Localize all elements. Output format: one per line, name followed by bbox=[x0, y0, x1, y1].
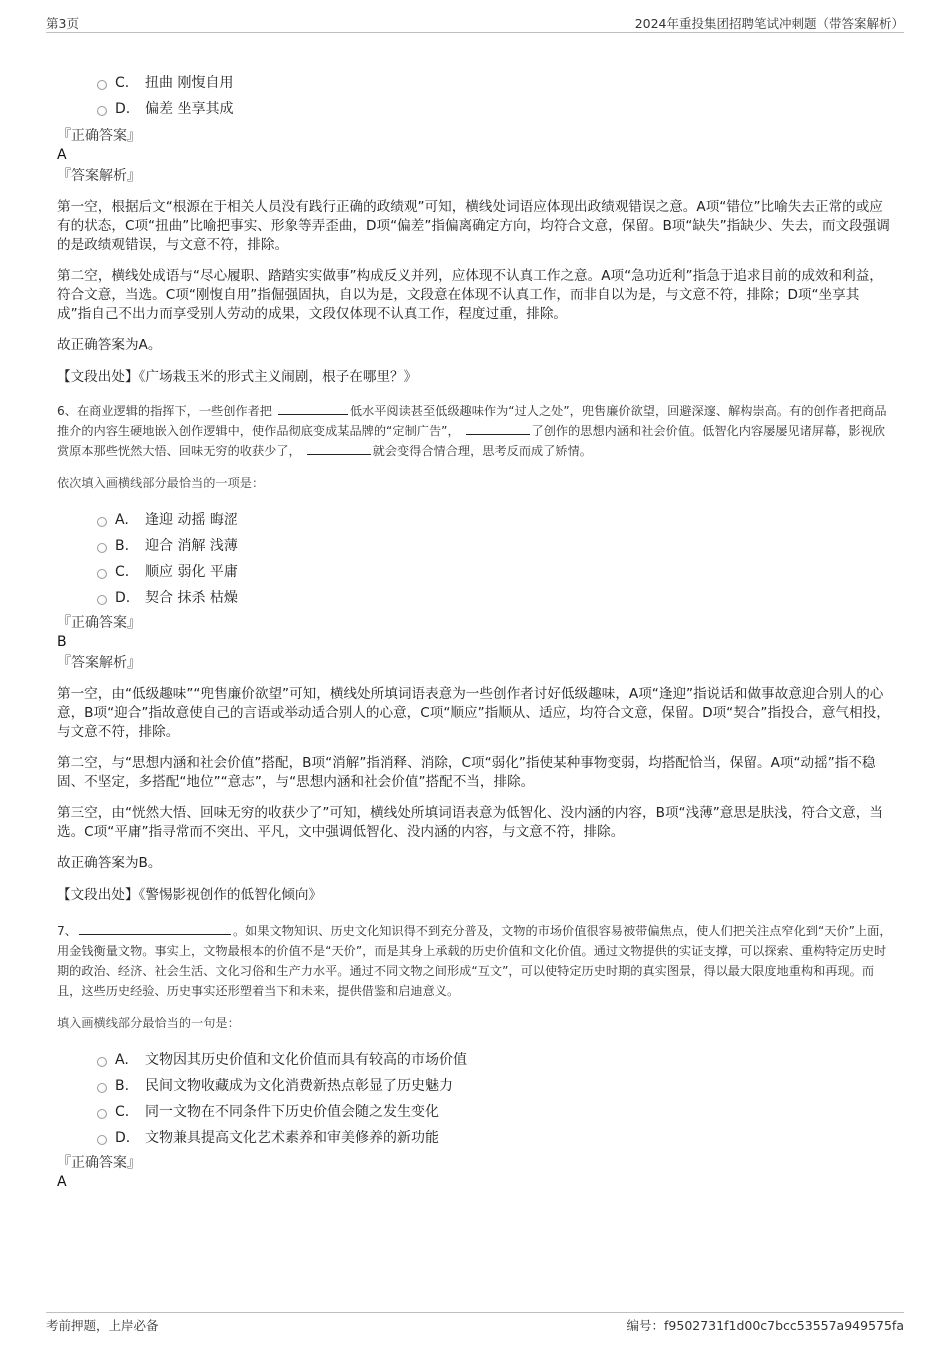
option-letter: C. bbox=[115, 564, 130, 580]
radio-icon[interactable] bbox=[97, 1057, 107, 1067]
option-text: 逢迎 动摇 晦涩 bbox=[145, 512, 238, 528]
document-serial: 编号：f9502731f1d00c7bcc53557a949575fa bbox=[626, 1318, 904, 1333]
option-c[interactable] bbox=[57, 559, 893, 585]
page-footer bbox=[46, 1312, 904, 1335]
question-number: 6、 bbox=[57, 404, 77, 418]
question-stem bbox=[57, 401, 893, 461]
option-d[interactable] bbox=[57, 585, 893, 611]
option-a[interactable] bbox=[57, 1047, 893, 1073]
question-5-tail bbox=[57, 70, 893, 387]
option-c[interactable] bbox=[57, 1099, 893, 1125]
option-b[interactable] bbox=[57, 533, 893, 559]
option-text: 顺应 弱化 平庸 bbox=[145, 564, 238, 580]
option-letter: B. bbox=[115, 1078, 130, 1094]
fill-blank-2 bbox=[466, 422, 530, 435]
radio-icon[interactable] bbox=[97, 106, 107, 116]
option-c[interactable] bbox=[57, 70, 893, 96]
option-letter: A. bbox=[115, 512, 129, 528]
page-header bbox=[46, 12, 904, 33]
option-text: 民间文物收藏成为文化消费新热点彰显了历史魅力 bbox=[145, 1078, 453, 1094]
option-text: 契合 抹杀 枯燥 bbox=[145, 590, 238, 606]
analysis-paragraph: 第一空，根据后文“根源在于相关人员没有践行正确的政绩观”可知，横线处词语应体现出政绩观错误之意。A项“错位”比喻失去正常的或应有的状态，C项“扭曲”比喻把事实、形象等弄歪曲，D项“偏差”指偏离确定方向，均符合文意，保留。B项“缺失”指缺少、失去，而文段强调的是政绩观错误，与文意不符，排除。 bbox=[57, 199, 890, 253]
question-stem bbox=[57, 921, 893, 1001]
question-prompt: 填入画横线部分最恰当的一句是： bbox=[57, 1016, 240, 1030]
analysis-paragraph: 第一空，由“低级趣味”“兜售廉价欲望”可知，横线处所填词语表意为一些创作者讨好低级趣味，A项“逢迎”指说话和做事故意迎合别人的心意，B项“迎合”指故意使自己的言语或举动适合别人的心意，C项“顺应”指顺从、适应，均符合文意，保留。D项“契合”指投合，意气相投，与文意不符，排除。 bbox=[57, 686, 890, 740]
answer-label: 『正确答案』 bbox=[57, 1155, 141, 1171]
stem-text: 在商业逻辑的指挥下，一些创作者把 bbox=[76, 404, 272, 418]
question-7 bbox=[57, 921, 893, 1191]
stem-text: 了创作的思想内涵和社会价值。低智化内容屡屡见诸屏幕，影视欣赏原本那些恍然大悟、回味无穷的收获少了， bbox=[57, 424, 885, 458]
option-a[interactable] bbox=[57, 507, 893, 533]
analysis-paragraph: 第二空，与“思想内涵和社会价值”搭配，B项“消解”指消释、消除，C项“弱化”指使某种事物变弱，均搭配恰当，保留。A项“动摇”指不稳固、不坚定，多搭配“地位”“意志”，与“思想内涵和社会价值”搭配不当，排除。 bbox=[57, 755, 876, 790]
radio-icon[interactable] bbox=[97, 1083, 107, 1093]
source-citation: 【文段出处】《警惕影视创作的低智化倾向》 bbox=[57, 887, 323, 903]
analysis-conclusion: 故正确答案为B。 bbox=[57, 855, 162, 871]
option-text: 文物因其历史价值和文化价值而具有较高的市场价值 bbox=[145, 1052, 467, 1068]
radio-icon[interactable] bbox=[97, 1135, 107, 1145]
radio-icon[interactable] bbox=[97, 569, 107, 579]
stem-text: 。如果文物知识、历史文化知识得不到充分普及，文物的市场价值很容易被带偏焦点，使人们把关注点窄化到“天价”上面，用金钱衡量文物。事实上，文物最根本的价值不是“天价”，而是其身上承载的历史价值和文化价值。通过文物提供的实证支撑，可以探索、重构特定历史时期的政治、经济、社会生活、文化习俗和生产力水平。通过不同文物之间形成“互文”，可以使特定历史时期的真实图景，得以最大限度地重构和再现。而且，这些历史经验、历史事实还形塑着当下和未来，提供借鉴和启迪意义。 bbox=[57, 924, 892, 998]
option-letter: D. bbox=[115, 101, 131, 117]
question-number: 7、 bbox=[57, 924, 77, 938]
page-number: 第3页 bbox=[46, 16, 79, 31]
fill-blank bbox=[79, 922, 231, 935]
option-text: 文物兼具提高文化艺术素养和审美修养的新功能 bbox=[145, 1130, 439, 1146]
option-letter: B. bbox=[115, 538, 130, 554]
option-letter: D. bbox=[115, 1130, 131, 1146]
footer-slogan: 考前押题，上岸必备 bbox=[46, 1318, 159, 1333]
radio-icon[interactable] bbox=[97, 595, 107, 605]
answer-label: 『正确答案』 bbox=[57, 128, 141, 144]
source-citation: 【文段出处】《广场栽玉米的形式主义闹剧，根子在哪里？》 bbox=[57, 369, 418, 385]
option-d[interactable] bbox=[57, 96, 893, 122]
stem-text: 就会变得合情合理，思考反而成了矫情。 bbox=[372, 444, 592, 458]
document-body bbox=[57, 70, 893, 1191]
analysis-paragraph: 第二空，横线处成语与“尽心履职、踏踏实实做事”构成反义并列，应体现不认真工作之意。A项“急功近利”指急于追求目前的成效和利益，符合文意，当选。C项“刚愎自用”指倔强固执，自以为是，文段意在体现不认真工作，而非自以为是，与文意不符，排除；D项“坐享其成”指自己不出力而享受别人劳动的成果，文段仅体现不认真工作，程度过重，排除。 bbox=[57, 268, 883, 322]
option-letter: A. bbox=[115, 1052, 129, 1068]
correct-answer: A bbox=[57, 147, 67, 163]
correct-answer: A bbox=[57, 1174, 67, 1190]
radio-icon[interactable] bbox=[97, 1109, 107, 1119]
radio-icon[interactable] bbox=[97, 80, 107, 90]
question-prompt: 依次填入画横线部分最恰当的一项是： bbox=[57, 476, 265, 490]
option-letter: C. bbox=[115, 75, 130, 91]
option-b[interactable] bbox=[57, 1073, 893, 1099]
option-letter: C. bbox=[115, 1104, 130, 1120]
analysis-label: 『答案解析』 bbox=[57, 655, 141, 671]
option-text: 偏差 坐享其成 bbox=[145, 101, 234, 117]
option-text: 同一文物在不同条件下历史价值会随之发生变化 bbox=[145, 1104, 439, 1120]
correct-answer: B bbox=[57, 634, 67, 650]
analysis-paragraph: 第三空，由“恍然大悟、回味无穷的收获少了”可知，横线处所填词语表意为低智化、没内涵的内容，B项“浅薄”意思是肤浅，符合文意，当选。C项“平庸”指寻常而不突出、平凡，文中强调低智化、没内涵的内容，与文意不符，排除。 bbox=[57, 805, 883, 840]
option-text: 扭曲 刚愎自用 bbox=[145, 75, 234, 91]
stem-text: 低水平阅读甚至低级趣味作为“过人之处”，兜售廉价欲望，回避深邃、解构崇高。有的创作者把商品推介的内容生硬地嵌入创作逻辑中，使作品彻底变成某品牌的“定制广告”， bbox=[57, 404, 887, 438]
analysis-label: 『答案解析』 bbox=[57, 168, 141, 184]
option-letter: D. bbox=[115, 590, 131, 606]
option-text: 迎合 消解 浅薄 bbox=[145, 538, 238, 554]
fill-blank-3 bbox=[307, 442, 371, 455]
analysis-conclusion: 故正确答案为A。 bbox=[57, 337, 162, 353]
answer-label: 『正确答案』 bbox=[57, 615, 141, 631]
question-6 bbox=[57, 401, 893, 905]
fill-blank-1 bbox=[278, 402, 348, 415]
radio-icon[interactable] bbox=[97, 517, 107, 527]
radio-icon[interactable] bbox=[97, 543, 107, 553]
option-d[interactable] bbox=[57, 1125, 893, 1151]
document-title: 2024年重投集团招聘笔试冲刺题（带答案解析） bbox=[634, 16, 904, 31]
